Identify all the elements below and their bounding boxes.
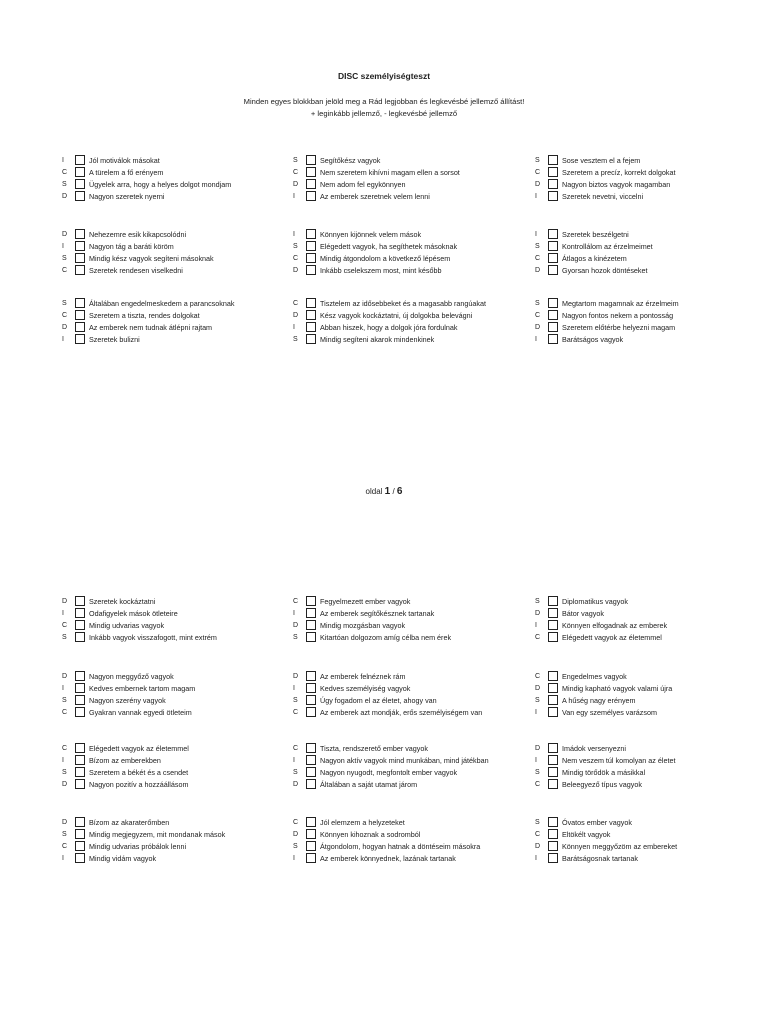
answer-checkbox[interactable] <box>75 755 85 765</box>
disc-type-code: S <box>535 598 540 605</box>
statement-text: Engedelmes vagyok <box>562 672 627 681</box>
answer-checkbox[interactable] <box>548 817 558 827</box>
answer-checkbox[interactable] <box>75 298 85 308</box>
disc-type-code: I <box>62 855 64 862</box>
answer-checkbox[interactable] <box>548 853 558 863</box>
disc-type-code: I <box>535 709 537 716</box>
answer-checkbox[interactable] <box>75 179 85 189</box>
statement-text: Szeretek nevetni, viccelni <box>562 192 644 201</box>
statement-text: Van egy személyes varázsom <box>562 708 657 717</box>
statement-text: Nehezemre esik kikapcsolódni <box>89 230 187 239</box>
answer-checkbox[interactable] <box>548 671 558 681</box>
answer-checkbox[interactable] <box>75 695 85 705</box>
disc-type-code: D <box>535 267 541 274</box>
statement-text: Mindig udvarias vagyok <box>89 621 165 630</box>
answer-checkbox[interactable] <box>548 632 558 642</box>
statement-text: Kitartóan dolgozom amíg célba nem érek <box>320 633 452 642</box>
disc-type-code: D <box>62 598 68 605</box>
disc-type-code: C <box>535 634 541 641</box>
disc-type-code: I <box>535 336 537 343</box>
answer-checkbox[interactable] <box>75 767 85 777</box>
statement-text: Szeretek bulizni <box>89 335 140 344</box>
statement-text: Az emberek felnéznek rám <box>320 672 406 681</box>
disc-type-code: S <box>293 336 298 343</box>
answer-checkbox[interactable] <box>75 620 85 630</box>
page-current: 1 <box>384 486 391 497</box>
disc-type-code: C <box>62 843 68 850</box>
disc-type-code: C <box>62 709 68 716</box>
answer-checkbox[interactable] <box>75 608 85 618</box>
answer-checkbox[interactable] <box>306 695 316 705</box>
statement-text: Az emberek nem tudnak átlépni rajtam <box>89 323 213 332</box>
answer-checkbox[interactable] <box>306 241 316 251</box>
answer-checkbox[interactable] <box>306 310 316 320</box>
answer-checkbox[interactable] <box>75 167 85 177</box>
answer-checkbox[interactable] <box>548 608 558 618</box>
statement-text: Sose vesztem el a fejem <box>562 156 641 165</box>
disc-type-code: C <box>535 169 541 176</box>
disc-type-code: S <box>62 769 67 776</box>
disc-type-code: D <box>535 324 541 331</box>
disc-type-code: S <box>535 243 540 250</box>
answer-checkbox[interactable] <box>548 695 558 705</box>
statement-text: Szeretem előtérbe helyezni magam <box>562 323 676 332</box>
statement-text: Abban hiszek, hogy a dolgok jóra fordulnak <box>320 323 458 332</box>
statement-text: Általában a saját utamat járom <box>320 780 418 789</box>
answer-checkbox[interactable] <box>306 767 316 777</box>
disc-type-code: I <box>62 336 64 343</box>
answer-checkbox[interactable] <box>75 817 85 827</box>
statement-text: Nagyon aktív vagyok mind munkában, mind játékban <box>320 756 489 765</box>
disc-type-code: S <box>62 634 67 641</box>
disc-type-code: C <box>293 709 299 716</box>
disc-type-code: S <box>535 300 540 307</box>
disc-type-code: D <box>535 181 541 188</box>
statement-text: Elégedett vagyok az életemmel <box>562 633 662 642</box>
disc-type-code: S <box>293 157 298 164</box>
page-prefix: oldal <box>365 487 383 496</box>
disc-type-code: S <box>535 819 540 826</box>
disc-type-code: D <box>293 312 299 319</box>
answer-checkbox[interactable] <box>548 241 558 251</box>
answer-checkbox[interactable] <box>548 596 558 606</box>
page-total: 6 <box>396 486 403 497</box>
answer-checkbox[interactable] <box>306 620 316 630</box>
statement-text: Az emberek azt mondják, erős személyiségem van <box>320 708 483 717</box>
disc-type-code: I <box>62 610 64 617</box>
statement-text: Szeretem a tiszta, rendes dolgokat <box>89 311 200 320</box>
answer-checkbox[interactable] <box>75 310 85 320</box>
answer-checkbox[interactable] <box>548 310 558 320</box>
disc-type-code: S <box>535 769 540 776</box>
statement-text: Szeretek rendesen viselkedni <box>89 266 183 275</box>
statement-text: Mindig udvarias próbálok lenni <box>89 842 187 851</box>
answer-checkbox[interactable] <box>548 620 558 630</box>
statement-text: Mindig átgondolom a következő lépésem <box>320 254 451 263</box>
statement-text: Nagyon meggyőző vagyok <box>89 672 174 681</box>
disc-type-code: I <box>62 685 64 692</box>
disc-type-code: D <box>293 781 299 788</box>
statement-text: Ügyelek arra, hogy a helyes dolgot mondjam <box>89 180 232 189</box>
disc-type-code: I <box>293 757 295 764</box>
answer-checkbox[interactable] <box>306 229 316 239</box>
statement-text: Kedves személyiség vagyok <box>320 684 411 693</box>
disc-type-code: I <box>535 193 537 200</box>
disc-type-code: D <box>293 673 299 680</box>
statement-text: Szeretek beszélgetni <box>562 230 629 239</box>
statement-text: Barátságos vagyok <box>562 335 624 344</box>
disc-type-code: I <box>293 324 295 331</box>
disc-type-code: C <box>62 312 68 319</box>
answer-checkbox[interactable] <box>306 253 316 263</box>
answer-checkbox[interactable] <box>306 596 316 606</box>
answer-checkbox[interactable] <box>306 779 316 789</box>
disc-type-code: C <box>293 819 299 826</box>
answer-checkbox[interactable] <box>75 265 85 275</box>
statement-text: Könnyen kihoznak a sodromból <box>320 830 421 839</box>
answer-checkbox[interactable] <box>75 229 85 239</box>
statement-text: Nagyon szeretek nyerni <box>89 192 165 201</box>
answer-checkbox[interactable] <box>306 155 316 165</box>
answer-checkbox[interactable] <box>75 191 85 201</box>
statement-text: Általában engedelmeskedem a parancsoknak <box>89 299 235 308</box>
disc-type-code: I <box>535 231 537 238</box>
statement-text: Bízom az emberekben <box>89 756 161 765</box>
statement-text: Gyakran vannak egyedi ötleteim <box>89 708 192 717</box>
statement-text: Beleegyező típus vagyok <box>562 780 642 789</box>
statement-text: Mindig vidám vagyok <box>89 854 157 863</box>
disc-type-code: C <box>293 255 299 262</box>
statement-text: Szeretem a békét és a csendet <box>89 768 189 777</box>
statement-text: Nagyon szerény vagyok <box>89 696 166 705</box>
statement-text: Szeretem a precíz, korrekt dolgokat <box>562 168 676 177</box>
disc-type-code: C <box>535 781 541 788</box>
answer-checkbox[interactable] <box>75 671 85 681</box>
disc-type-code: D <box>535 685 541 692</box>
answer-checkbox[interactable] <box>306 179 316 189</box>
answer-checkbox[interactable] <box>75 596 85 606</box>
disc-type-code: C <box>535 312 541 319</box>
disc-type-code: D <box>62 781 68 788</box>
statement-text: Bízom az akaraterőmben <box>89 818 170 827</box>
statement-text: Kész vagyok kockáztatni, új dolgokba belevágni <box>320 311 473 320</box>
answer-checkbox[interactable] <box>548 767 558 777</box>
answer-checkbox[interactable] <box>548 743 558 753</box>
answer-checkbox[interactable] <box>548 191 558 201</box>
answer-checkbox[interactable] <box>75 743 85 753</box>
statement-text: Átlagos a kinézetem <box>562 254 627 263</box>
disc-type-code: C <box>535 673 541 680</box>
statement-text: Az emberek könnyednek, lazának tartanak <box>320 854 456 863</box>
statement-text: Fegyelmezett ember vagyok <box>320 597 411 606</box>
statement-text: Segítőkész vagyok <box>320 156 381 165</box>
disc-type-code: I <box>535 855 537 862</box>
answer-checkbox[interactable] <box>75 829 85 839</box>
statement-text: Átgondolom, hogyan hatnak a döntéseim másokra <box>320 842 481 851</box>
statement-text: Nagyon nyugodt, megfontolt ember vagyok <box>320 768 458 777</box>
statement-text: Mindig megjegyzem, mit mondanak mások <box>89 830 226 839</box>
statement-text: A türelem a fő erényem <box>89 168 164 177</box>
statement-text: Könnyen kijönnek velem mások <box>320 230 422 239</box>
statement-text: A hűség nagy erényem <box>562 696 636 705</box>
statement-text: Kontrollálom az érzelmeimet <box>562 242 653 251</box>
disc-type-code: S <box>293 769 298 776</box>
disc-type-code: I <box>293 610 295 617</box>
disc-type-code: S <box>293 843 298 850</box>
statement-text: Tiszta, rendszerető ember vagyok <box>320 744 428 753</box>
statement-text: Diplomatikus vagyok <box>562 597 628 606</box>
answer-checkbox[interactable] <box>306 829 316 839</box>
statement-text: Mindig segíteni akarok mindenkinek <box>320 335 435 344</box>
answer-checkbox[interactable] <box>75 707 85 717</box>
answer-checkbox[interactable] <box>548 755 558 765</box>
answer-checkbox[interactable] <box>306 322 316 332</box>
disc-type-code: S <box>62 697 67 704</box>
answer-checkbox[interactable] <box>75 241 85 251</box>
statement-text: Nem veszem túl komolyan az életet <box>562 756 676 765</box>
answer-checkbox[interactable] <box>548 683 558 693</box>
answer-checkbox[interactable] <box>306 755 316 765</box>
disc-type-code: I <box>62 757 64 764</box>
statement-text: Odafigyelek mások ötleteire <box>89 609 178 618</box>
answer-checkbox[interactable] <box>548 155 558 165</box>
statement-text: Inkább vagyok visszafogott, mint extrém <box>89 633 217 642</box>
statement-text: Tisztelem az idősebbeket és a magasabb rangúakat <box>320 299 486 308</box>
disc-type-code: C <box>535 255 541 262</box>
answer-checkbox[interactable] <box>548 179 558 189</box>
answer-checkbox[interactable] <box>548 298 558 308</box>
statement-text: Az emberek szeretnek velem lenni <box>320 192 430 201</box>
statement-text: Mindig kapható vagyok valami újra <box>562 684 673 693</box>
statement-text: Nagyon pozitív a hozzáállásom <box>89 780 189 789</box>
statement-text: Mindig törődök a másikkal <box>562 768 646 777</box>
answer-checkbox[interactable] <box>306 298 316 308</box>
statement-text: Nem szeretem kihívni magam ellen a sorsot <box>320 168 460 177</box>
statement-text: Nagyon tág a baráti köröm <box>89 242 174 251</box>
disc-type-code: S <box>293 634 298 641</box>
disc-type-code: C <box>293 745 299 752</box>
answer-checkbox[interactable] <box>306 608 316 618</box>
statement-text: Inkább cselekszem most, mint később <box>320 266 442 275</box>
disc-type-code: D <box>535 745 541 752</box>
statement-text: Az emberek segítőkésznek tartanak <box>320 609 435 618</box>
statement-text: Úgy fogadom el az életet, ahogy van <box>320 696 437 705</box>
disc-type-code: D <box>62 193 68 200</box>
disc-type-code: C <box>62 622 68 629</box>
disc-type-code: C <box>62 745 68 752</box>
statement-text: Nagyon biztos vagyok magamban <box>562 180 671 189</box>
disc-type-code: I <box>62 243 64 250</box>
disc-type-code: D <box>535 843 541 850</box>
answer-checkbox[interactable] <box>306 841 316 851</box>
disc-type-code: I <box>293 685 295 692</box>
disc-type-code: S <box>535 157 540 164</box>
disc-type-code: C <box>293 169 299 176</box>
answer-checkbox[interactable] <box>306 743 316 753</box>
answer-checkbox[interactable] <box>75 253 85 263</box>
disc-type-code: I <box>535 622 537 629</box>
answer-checkbox[interactable] <box>548 253 558 263</box>
disc-type-code: S <box>62 255 67 262</box>
answer-checkbox[interactable] <box>75 322 85 332</box>
instructions <box>0 96 768 120</box>
answer-checkbox[interactable] <box>75 632 85 642</box>
answer-checkbox[interactable] <box>306 683 316 693</box>
answer-checkbox[interactable] <box>306 853 316 863</box>
statement-text: Jól elemzem a helyzeteket <box>320 818 405 827</box>
statement-text: Elégedett vagyok az életemmel <box>89 744 189 753</box>
disc-type-code: D <box>62 324 68 331</box>
answer-checkbox[interactable] <box>75 155 85 165</box>
statement-text: Megtartom magamnak az érzelmeim <box>562 299 679 308</box>
answer-checkbox[interactable] <box>306 191 316 201</box>
statement-text: Nem adom fel egykönnyen <box>320 180 406 189</box>
statement-text: Jól motiválok másokat <box>89 156 160 165</box>
page-title: DISC személyiségteszt <box>337 71 431 81</box>
disc-type-code: D <box>535 610 541 617</box>
disc-type-code: S <box>62 300 67 307</box>
answer-checkbox[interactable] <box>548 829 558 839</box>
statement-text: Szeretek kockáztatni <box>89 597 156 606</box>
disc-type-code: D <box>293 622 299 629</box>
statement-text: Nagyon fontos nekem a pontosság <box>562 311 674 320</box>
statement-text: Könnyen elfogadnak az emberek <box>562 621 668 630</box>
disc-type-code: I <box>535 757 537 764</box>
statement-text: Kedves embernek tartom magam <box>89 684 196 693</box>
instruction-legend: + leginkább jellemző, - legkevésbé jellemző <box>310 109 458 118</box>
statement-text: Imádok versenyezni <box>562 744 626 753</box>
answer-checkbox[interactable] <box>306 632 316 642</box>
page-sep: / <box>392 487 395 496</box>
answer-checkbox[interactable] <box>75 841 85 851</box>
answer-checkbox[interactable] <box>548 841 558 851</box>
disc-type-code: D <box>293 267 299 274</box>
answer-checkbox[interactable] <box>75 683 85 693</box>
answer-checkbox[interactable] <box>306 671 316 681</box>
disc-type-code: D <box>62 673 68 680</box>
answer-checkbox[interactable] <box>548 779 558 789</box>
disc-type-code: D <box>293 181 299 188</box>
statement-text: Barátságosnak tartanak <box>562 854 638 863</box>
disc-type-code: I <box>293 231 295 238</box>
disc-type-code: I <box>62 157 64 164</box>
answer-checkbox[interactable] <box>306 167 316 177</box>
disc-type-code: I <box>293 855 295 862</box>
disc-type-code: C <box>293 300 299 307</box>
answer-checkbox[interactable] <box>548 229 558 239</box>
instruction-line: Minden egyes blokkban jelöld meg a Rád legjobban és legkevésbé jellemző állítást! <box>243 97 525 106</box>
disc-type-code: S <box>62 831 67 838</box>
disc-type-code: D <box>62 231 68 238</box>
disc-type-code: D <box>62 819 68 826</box>
statement-text: Mindig mozgásban vagyok <box>320 621 406 630</box>
disc-type-code: C <box>293 598 299 605</box>
disc-type-code: S <box>535 697 540 704</box>
answer-checkbox[interactable] <box>75 853 85 863</box>
answer-checkbox[interactable] <box>306 707 316 717</box>
answer-checkbox[interactable] <box>306 265 316 275</box>
statement-text: Mindig kész vagyok segíteni másoknak <box>89 254 214 263</box>
disc-type-code: C <box>535 831 541 838</box>
answer-checkbox[interactable] <box>548 334 558 344</box>
disc-type-code: C <box>62 267 68 274</box>
answer-checkbox[interactable] <box>306 334 316 344</box>
disc-type-code: S <box>293 697 298 704</box>
statement-text: Eltökélt vagyok <box>562 830 611 839</box>
disc-type-code: D <box>293 831 299 838</box>
answer-checkbox[interactable] <box>75 779 85 789</box>
statement-text: Bátor vagyok <box>562 609 604 618</box>
statement-text: Gyorsan hozok döntéseket <box>562 266 648 275</box>
disc-type-code: S <box>293 243 298 250</box>
answer-checkbox[interactable] <box>548 265 558 275</box>
disc-type-code: I <box>293 193 295 200</box>
answer-checkbox[interactable] <box>548 167 558 177</box>
page-indicator <box>0 486 768 497</box>
statement-text: Könnyen meggyőzöm az embereket <box>562 842 678 851</box>
statement-text: Elégedett vagyok, ha segíthetek másoknak <box>320 242 458 251</box>
disc-type-code: S <box>62 181 67 188</box>
statement-text: Óvatos ember vagyok <box>562 818 632 827</box>
answer-checkbox[interactable] <box>306 817 316 827</box>
answer-checkbox[interactable] <box>75 334 85 344</box>
answer-checkbox[interactable] <box>548 707 558 717</box>
disc-type-code: C <box>62 169 68 176</box>
answer-checkbox[interactable] <box>548 322 558 332</box>
